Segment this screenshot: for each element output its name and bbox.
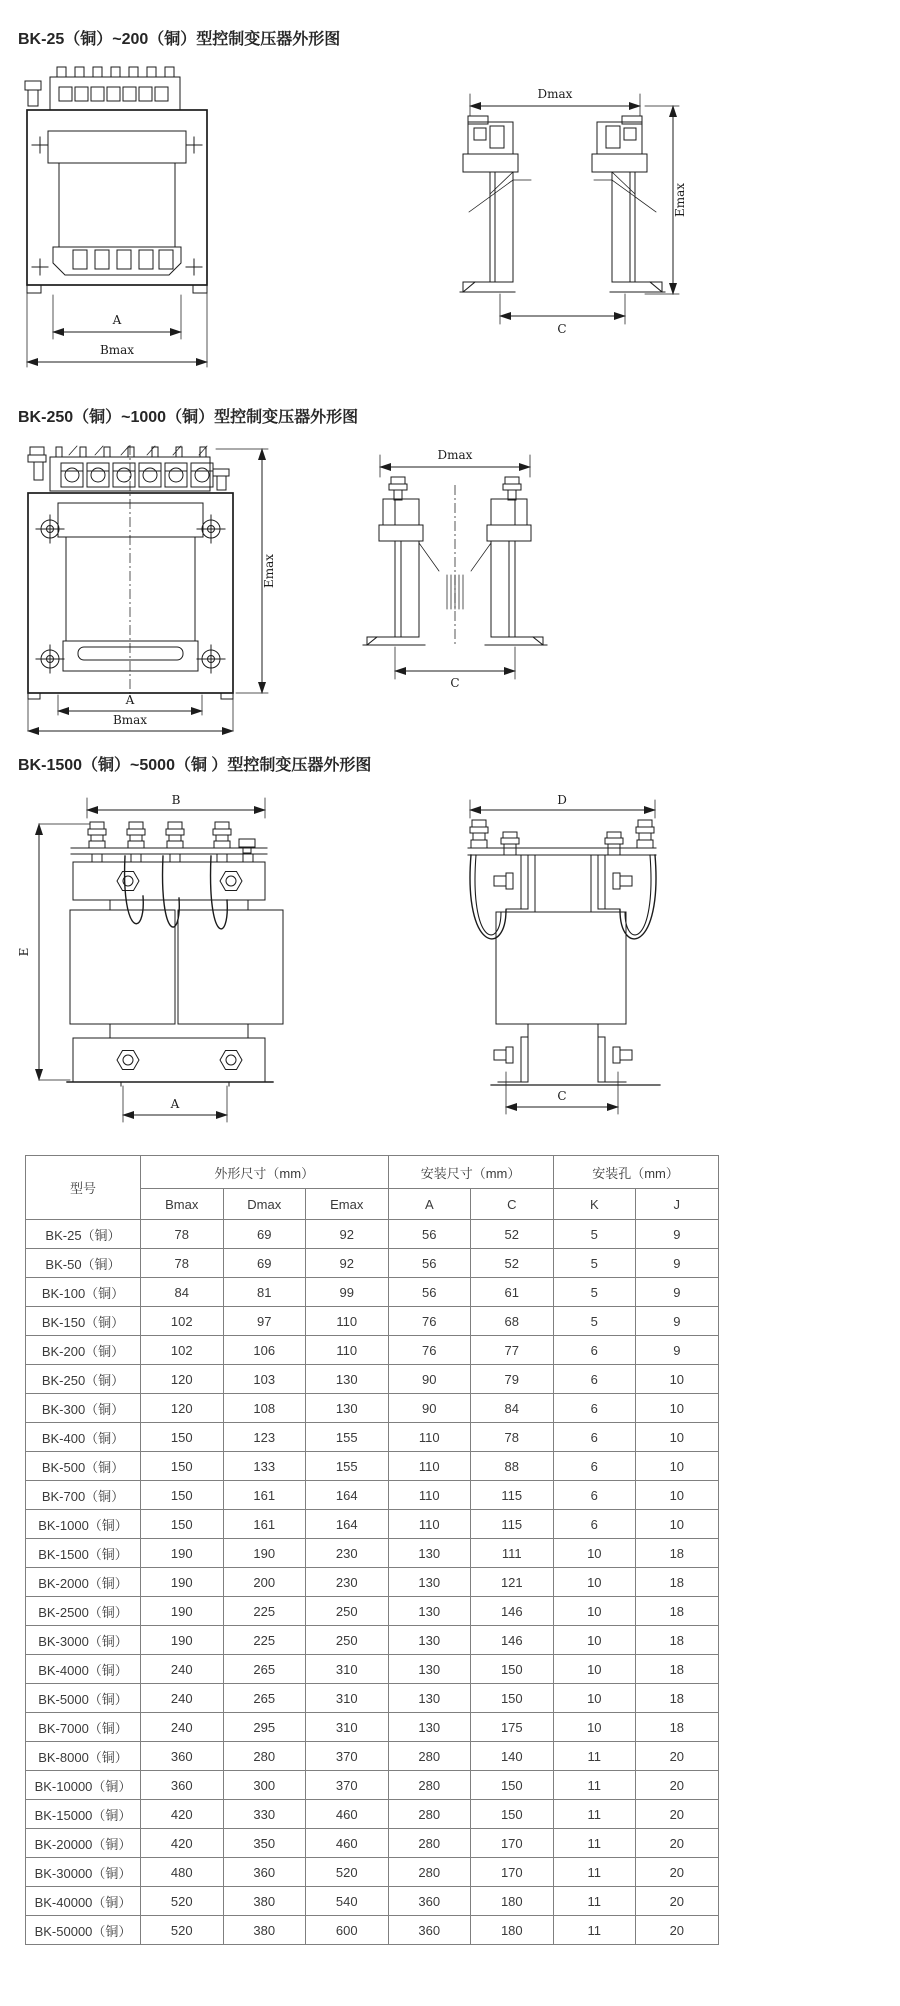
dimension-cell: 130 [388, 1597, 471, 1626]
dimension-cell: 18 [636, 1568, 719, 1597]
dimension-cell: 11 [553, 1800, 636, 1829]
dimension-cell: 190 [223, 1539, 306, 1568]
dimension-cell: 600 [306, 1916, 389, 1945]
diagram-bk250-1000-side-view [355, 447, 555, 692]
table-row [26, 1655, 719, 1684]
dim-label-e: E [17, 947, 31, 957]
dimension-cell: 10 [553, 1713, 636, 1742]
dimension-cell: 360 [388, 1887, 471, 1916]
dimension-cell: 6 [553, 1510, 636, 1539]
dimension-cell: 115 [471, 1481, 554, 1510]
col-header-dmax: Dmax [223, 1189, 306, 1220]
dimension-cell: 460 [306, 1800, 389, 1829]
model-cell: BK-50（铜） [26, 1249, 141, 1278]
dimension-cell: 52 [471, 1249, 554, 1278]
dimension-cell: 84 [471, 1394, 554, 1423]
dimension-cell: 61 [471, 1278, 554, 1307]
dimension-cell: 99 [306, 1278, 389, 1307]
dimension-cell: 330 [223, 1800, 306, 1829]
dimension-cell: 5 [553, 1220, 636, 1249]
dimension-cell: 480 [141, 1858, 224, 1887]
dimension-cell: 380 [223, 1887, 306, 1916]
dimension-cell: 9 [636, 1278, 719, 1307]
dimension-cell: 6 [553, 1481, 636, 1510]
dim-label-a: A [112, 313, 122, 327]
table-row [26, 1365, 719, 1394]
diagram-bk1500-5000-side-view [358, 792, 668, 1137]
transformer-case-front [27, 110, 207, 293]
dimension-cell: 76 [388, 1307, 471, 1336]
dimension-cell: 130 [388, 1539, 471, 1568]
table-row [26, 1684, 719, 1713]
table-row [26, 1394, 719, 1423]
dimension-cell: 20 [636, 1829, 719, 1858]
dimension-cell: 240 [141, 1713, 224, 1742]
dimension-cell: 240 [141, 1684, 224, 1713]
model-cell: BK-2500（铜） [26, 1597, 141, 1626]
dimension-cell: 200 [223, 1568, 306, 1597]
model-cell: BK-200（铜） [26, 1336, 141, 1365]
dimension-cell: 161 [223, 1481, 306, 1510]
dimension-cell: 90 [388, 1394, 471, 1423]
col-header-a: A [388, 1189, 471, 1220]
dimension-cell: 11 [553, 1742, 636, 1771]
dimension-c [506, 1072, 618, 1114]
dimension-cell: 20 [636, 1742, 719, 1771]
model-cell: BK-500（铜） [26, 1452, 141, 1481]
dimension-cell: 9 [636, 1336, 719, 1365]
model-cell: BK-400（铜） [26, 1423, 141, 1452]
dimension-cell: 133 [223, 1452, 306, 1481]
dimension-annotations [27, 313, 207, 362]
dim-label-dmax: Dmax [437, 448, 473, 462]
dimension-cell: 360 [141, 1771, 224, 1800]
dimension-cell: 69 [223, 1249, 306, 1278]
dimension-c [500, 294, 625, 336]
dimension-cell: 11 [553, 1858, 636, 1887]
dim-label-a: A [170, 1097, 180, 1111]
dim-label-emax: Emax [262, 553, 276, 589]
dimension-cell: 78 [471, 1423, 554, 1452]
dimension-cell: 6 [553, 1394, 636, 1423]
dimension-cell: 115 [471, 1510, 554, 1539]
dimension-c [395, 647, 515, 690]
dimension-cell: 230 [306, 1539, 389, 1568]
dimension-cell: 164 [306, 1510, 389, 1539]
dimension-cell: 155 [306, 1423, 389, 1452]
table-row [26, 1510, 719, 1539]
dimension-cell: 250 [306, 1626, 389, 1655]
diagram-bk25-200-side-view [455, 62, 690, 337]
dimension-cell: 77 [471, 1336, 554, 1365]
dimension-cell: 110 [388, 1423, 471, 1452]
model-cell: BK-1000（铜） [26, 1510, 141, 1539]
dimension-cell: 20 [636, 1916, 719, 1945]
dimension-cell: 175 [471, 1713, 554, 1742]
dimension-cell: 310 [306, 1713, 389, 1742]
model-cell: BK-2000（铜） [26, 1568, 141, 1597]
dimension-cell: 230 [306, 1568, 389, 1597]
dimension-cell: 10 [636, 1452, 719, 1481]
dimension-cell: 280 [388, 1858, 471, 1887]
model-cell: BK-700（铜） [26, 1481, 141, 1510]
dimension-cell: 360 [141, 1742, 224, 1771]
dimension-cell: 92 [306, 1249, 389, 1278]
dimension-cell: 240 [141, 1655, 224, 1684]
dimension-cell: 225 [223, 1626, 306, 1655]
dimension-cell: 190 [141, 1539, 224, 1568]
model-cell: BK-40000（铜） [26, 1887, 141, 1916]
model-cell: BK-20000（铜） [26, 1829, 141, 1858]
dimension-cell: 20 [636, 1858, 719, 1887]
dimension-cell: 18 [636, 1655, 719, 1684]
dimension-cell: 18 [636, 1713, 719, 1742]
dimension-cell: 84 [141, 1278, 224, 1307]
dimension-cell: 11 [553, 1887, 636, 1916]
col-group-mounting-holes: 安装孔（mm） [553, 1156, 718, 1189]
dimension-emax [216, 449, 276, 693]
dimension-d [470, 793, 655, 818]
dimension-cell: 130 [306, 1394, 389, 1423]
model-cell: BK-150（铜） [26, 1307, 141, 1336]
table-row [26, 1858, 719, 1887]
dimension-cell: 121 [471, 1568, 554, 1597]
dimension-cell: 130 [388, 1684, 471, 1713]
dimension-cell: 81 [223, 1278, 306, 1307]
dimension-cell: 20 [636, 1771, 719, 1800]
dimension-cell: 190 [141, 1568, 224, 1597]
dim-label-emax: Emax [673, 182, 687, 218]
dimension-cell: 460 [306, 1829, 389, 1858]
dimension-cell: 280 [388, 1800, 471, 1829]
dimension-cell: 78 [141, 1220, 224, 1249]
dim-label-b: B [171, 793, 181, 807]
dimension-cell: 18 [636, 1626, 719, 1655]
dimension-cell: 10 [553, 1684, 636, 1713]
model-cell: BK-25（铜） [26, 1220, 141, 1249]
table-row [26, 1742, 719, 1771]
dimension-cell: 120 [141, 1365, 224, 1394]
lead-wires [125, 856, 228, 929]
dimension-cell: 190 [141, 1597, 224, 1626]
lead-wires [470, 855, 656, 939]
dimension-cell: 10 [636, 1394, 719, 1423]
dim-label-bmax: Bmax [112, 713, 148, 727]
dimension-cell: 88 [471, 1452, 554, 1481]
dimension-cell: 6 [553, 1365, 636, 1394]
dimension-cell: 18 [636, 1684, 719, 1713]
dimension-cell: 146 [471, 1597, 554, 1626]
dimension-cell: 280 [388, 1829, 471, 1858]
terminal-block [25, 67, 180, 110]
dim-label-a: A [125, 693, 135, 707]
dimension-cell: 280 [388, 1771, 471, 1800]
dimension-cell: 110 [388, 1481, 471, 1510]
dimension-cell: 5 [553, 1307, 636, 1336]
model-cell: BK-30000（铜） [26, 1858, 141, 1887]
section-heading-2: BK-250（铜）~1000（铜）型控制变压器外形图 [18, 409, 359, 426]
dimension-cell: 5 [553, 1249, 636, 1278]
terminal-strip [28, 446, 229, 491]
dimension-cell: 52 [471, 1220, 554, 1249]
table-row [26, 1713, 719, 1742]
dimension-cell: 56 [388, 1220, 471, 1249]
spec-table-body [26, 1220, 719, 1945]
model-cell: BK-3000（铜） [26, 1626, 141, 1655]
dimension-cell: 146 [471, 1626, 554, 1655]
spec-table-header [26, 1156, 719, 1220]
dimension-cell: 110 [388, 1452, 471, 1481]
header-group-row [26, 1156, 719, 1189]
model-cell: BK-10000（铜） [26, 1771, 141, 1800]
dimension-cell: 150 [141, 1510, 224, 1539]
table-row [26, 1597, 719, 1626]
dimension-b [87, 793, 265, 818]
dimension-cell: 520 [141, 1887, 224, 1916]
mounting-holes [36, 515, 225, 673]
dimension-cell: 10 [553, 1568, 636, 1597]
table-row [26, 1278, 719, 1307]
model-cell: BK-4000（铜） [26, 1655, 141, 1684]
table-row [26, 1829, 719, 1858]
model-cell: BK-7000（铜） [26, 1713, 141, 1742]
dimension-cell: 130 [306, 1365, 389, 1394]
dimension-cell: 300 [223, 1771, 306, 1800]
col-header-bmax: Bmax [141, 1189, 224, 1220]
section-heading-1: BK-25（铜）~200（铜）型控制变压器外形图 [18, 31, 341, 48]
dimension-cell: 360 [223, 1858, 306, 1887]
dimension-dmax [380, 448, 530, 477]
dimension-cell: 10 [636, 1510, 719, 1539]
model-cell: BK-5000（铜） [26, 1684, 141, 1713]
dimension-cell: 6 [553, 1336, 636, 1365]
dimension-cell: 520 [306, 1858, 389, 1887]
diagram-bk250-1000-front-view [10, 445, 280, 737]
dimension-cell: 103 [223, 1365, 306, 1394]
dimension-cell: 310 [306, 1655, 389, 1684]
dimension-cell: 10 [636, 1365, 719, 1394]
table-row [26, 1336, 719, 1365]
dimension-cell: 225 [223, 1597, 306, 1626]
dimension-cell: 11 [553, 1829, 636, 1858]
dim-label-c: C [450, 676, 460, 690]
dimension-cell: 190 [141, 1626, 224, 1655]
top-clamp-assembly [71, 822, 267, 900]
col-header-c: C [471, 1189, 554, 1220]
dimension-cell: 370 [306, 1742, 389, 1771]
table-row [26, 1887, 719, 1916]
table-row [26, 1916, 719, 1945]
dimension-cell: 295 [223, 1713, 306, 1742]
dimension-cell: 10 [553, 1539, 636, 1568]
table-row [26, 1800, 719, 1829]
dimension-cell: 76 [388, 1336, 471, 1365]
dimension-cell: 68 [471, 1307, 554, 1336]
dim-label-dmax: Dmax [537, 87, 573, 101]
dimension-cell: 18 [636, 1539, 719, 1568]
dimension-cell: 280 [223, 1742, 306, 1771]
table-row [26, 1539, 719, 1568]
model-cell: BK-250（铜） [26, 1365, 141, 1394]
spec-table [25, 1155, 719, 1945]
dimension-cell: 5 [553, 1278, 636, 1307]
dimension-cell: 110 [388, 1510, 471, 1539]
dimension-cell: 180 [471, 1887, 554, 1916]
dimension-cell: 69 [223, 1220, 306, 1249]
dim-label-d: D [557, 793, 567, 807]
col-header-emax: Emax [306, 1189, 389, 1220]
model-cell: BK-300（铜） [26, 1394, 141, 1423]
dimension-cell: 120 [141, 1394, 224, 1423]
col-header-k: K [553, 1189, 636, 1220]
table-row [26, 1220, 719, 1249]
dimension-cell: 9 [636, 1307, 719, 1336]
model-cell: BK-1500（铜） [26, 1539, 141, 1568]
dimension-cell: 106 [223, 1336, 306, 1365]
dimension-cell: 102 [141, 1307, 224, 1336]
dimension-cell: 380 [223, 1916, 306, 1945]
dimension-cell: 420 [141, 1800, 224, 1829]
table-row [26, 1423, 719, 1452]
dimension-cell: 420 [141, 1829, 224, 1858]
dimension-cell: 111 [471, 1539, 554, 1568]
dimension-cell: 92 [306, 1220, 389, 1249]
dimension-cell: 20 [636, 1887, 719, 1916]
transformer-case-front [28, 493, 233, 699]
model-cell: BK-100（铜） [26, 1278, 141, 1307]
dimension-a [123, 1086, 227, 1122]
dimension-cell: 161 [223, 1510, 306, 1539]
table-row [26, 1771, 719, 1800]
dimension-cell: 110 [306, 1307, 389, 1336]
table-row [26, 1249, 719, 1278]
terminal-screws [61, 463, 213, 487]
col-header-model: 型号 [26, 1156, 141, 1220]
dimension-cell: 150 [141, 1423, 224, 1452]
dimension-cell: 150 [471, 1655, 554, 1684]
dimension-cell: 78 [141, 1249, 224, 1278]
dimension-cell: 130 [388, 1568, 471, 1597]
dimension-cell: 10 [636, 1423, 719, 1452]
model-cell: BK-8000（铜） [26, 1742, 141, 1771]
dimension-cell: 370 [306, 1771, 389, 1800]
side-brackets [494, 855, 632, 912]
dimension-cell: 6 [553, 1423, 636, 1452]
col-header-j: J [636, 1189, 719, 1220]
dimension-cell: 10 [636, 1481, 719, 1510]
dimension-cell: 10 [553, 1626, 636, 1655]
dimension-cell: 56 [388, 1249, 471, 1278]
dimension-cell: 97 [223, 1307, 306, 1336]
dimension-cell: 150 [141, 1481, 224, 1510]
model-cell: BK-50000（铜） [26, 1916, 141, 1945]
dimension-cell: 265 [223, 1655, 306, 1684]
dimension-cell: 150 [141, 1452, 224, 1481]
dimension-cell: 90 [388, 1365, 471, 1394]
dimension-dmax [470, 87, 640, 116]
dimension-cell: 150 [471, 1800, 554, 1829]
dimension-cell: 18 [636, 1597, 719, 1626]
model-cell: BK-15000（铜） [26, 1800, 141, 1829]
dimension-cell: 520 [141, 1916, 224, 1945]
dimension-cell: 280 [388, 1742, 471, 1771]
dim-label-bmax: Bmax [99, 343, 135, 357]
dimension-cell: 130 [388, 1655, 471, 1684]
table-row [26, 1568, 719, 1597]
dimension-cell: 10 [553, 1655, 636, 1684]
dim-label-c: C [557, 322, 567, 336]
coil-body [491, 912, 660, 1085]
dimension-cell: 150 [471, 1684, 554, 1713]
dimension-cell: 6 [553, 1452, 636, 1481]
coil-body [67, 900, 283, 1086]
dimension-cell: 79 [471, 1365, 554, 1394]
dimension-cell: 123 [223, 1423, 306, 1452]
transformer-side-outline [460, 116, 665, 292]
dimension-cell: 164 [306, 1481, 389, 1510]
diagram-bk1500-5000-front-view [15, 792, 300, 1142]
dimension-cell: 110 [306, 1336, 389, 1365]
table-row [26, 1626, 719, 1655]
dimension-cell: 360 [388, 1916, 471, 1945]
dim-label-c: C [557, 1089, 567, 1103]
col-group-outline-dims: 外形尺寸（mm） [141, 1156, 389, 1189]
dimension-cell: 9 [636, 1220, 719, 1249]
dimension-cell: 56 [388, 1278, 471, 1307]
dimension-cell: 155 [306, 1452, 389, 1481]
dimension-cell: 9 [636, 1249, 719, 1278]
dimension-cell: 170 [471, 1829, 554, 1858]
dimension-cell: 150 [471, 1771, 554, 1800]
dimension-cell: 265 [223, 1684, 306, 1713]
dimension-cell: 250 [306, 1597, 389, 1626]
table-row [26, 1452, 719, 1481]
dimension-cell: 130 [388, 1626, 471, 1655]
dimension-cell: 140 [471, 1742, 554, 1771]
table-row [26, 1307, 719, 1336]
dimension-cell: 11 [553, 1771, 636, 1800]
dimension-cell: 130 [388, 1713, 471, 1742]
dimension-cell: 170 [471, 1858, 554, 1887]
dimension-cell: 102 [141, 1336, 224, 1365]
table-row [26, 1481, 719, 1510]
col-group-mounting-dims: 安装尺寸（mm） [388, 1156, 553, 1189]
top-clamp-assembly [468, 820, 656, 855]
dimension-cell: 180 [471, 1916, 554, 1945]
dimension-cell: 11 [553, 1916, 636, 1945]
dimension-cell: 540 [306, 1887, 389, 1916]
dimension-emax [645, 106, 687, 294]
section-heading-3: BK-1500（铜）~5000（铜 ）型控制变压器外形图 [18, 757, 372, 774]
dimension-cell: 108 [223, 1394, 306, 1423]
diagram-bk25-200-front-view [15, 55, 230, 375]
dimension-cell: 20 [636, 1800, 719, 1829]
dimension-cell: 10 [553, 1597, 636, 1626]
dimension-cell: 310 [306, 1684, 389, 1713]
dimension-cell: 350 [223, 1829, 306, 1858]
